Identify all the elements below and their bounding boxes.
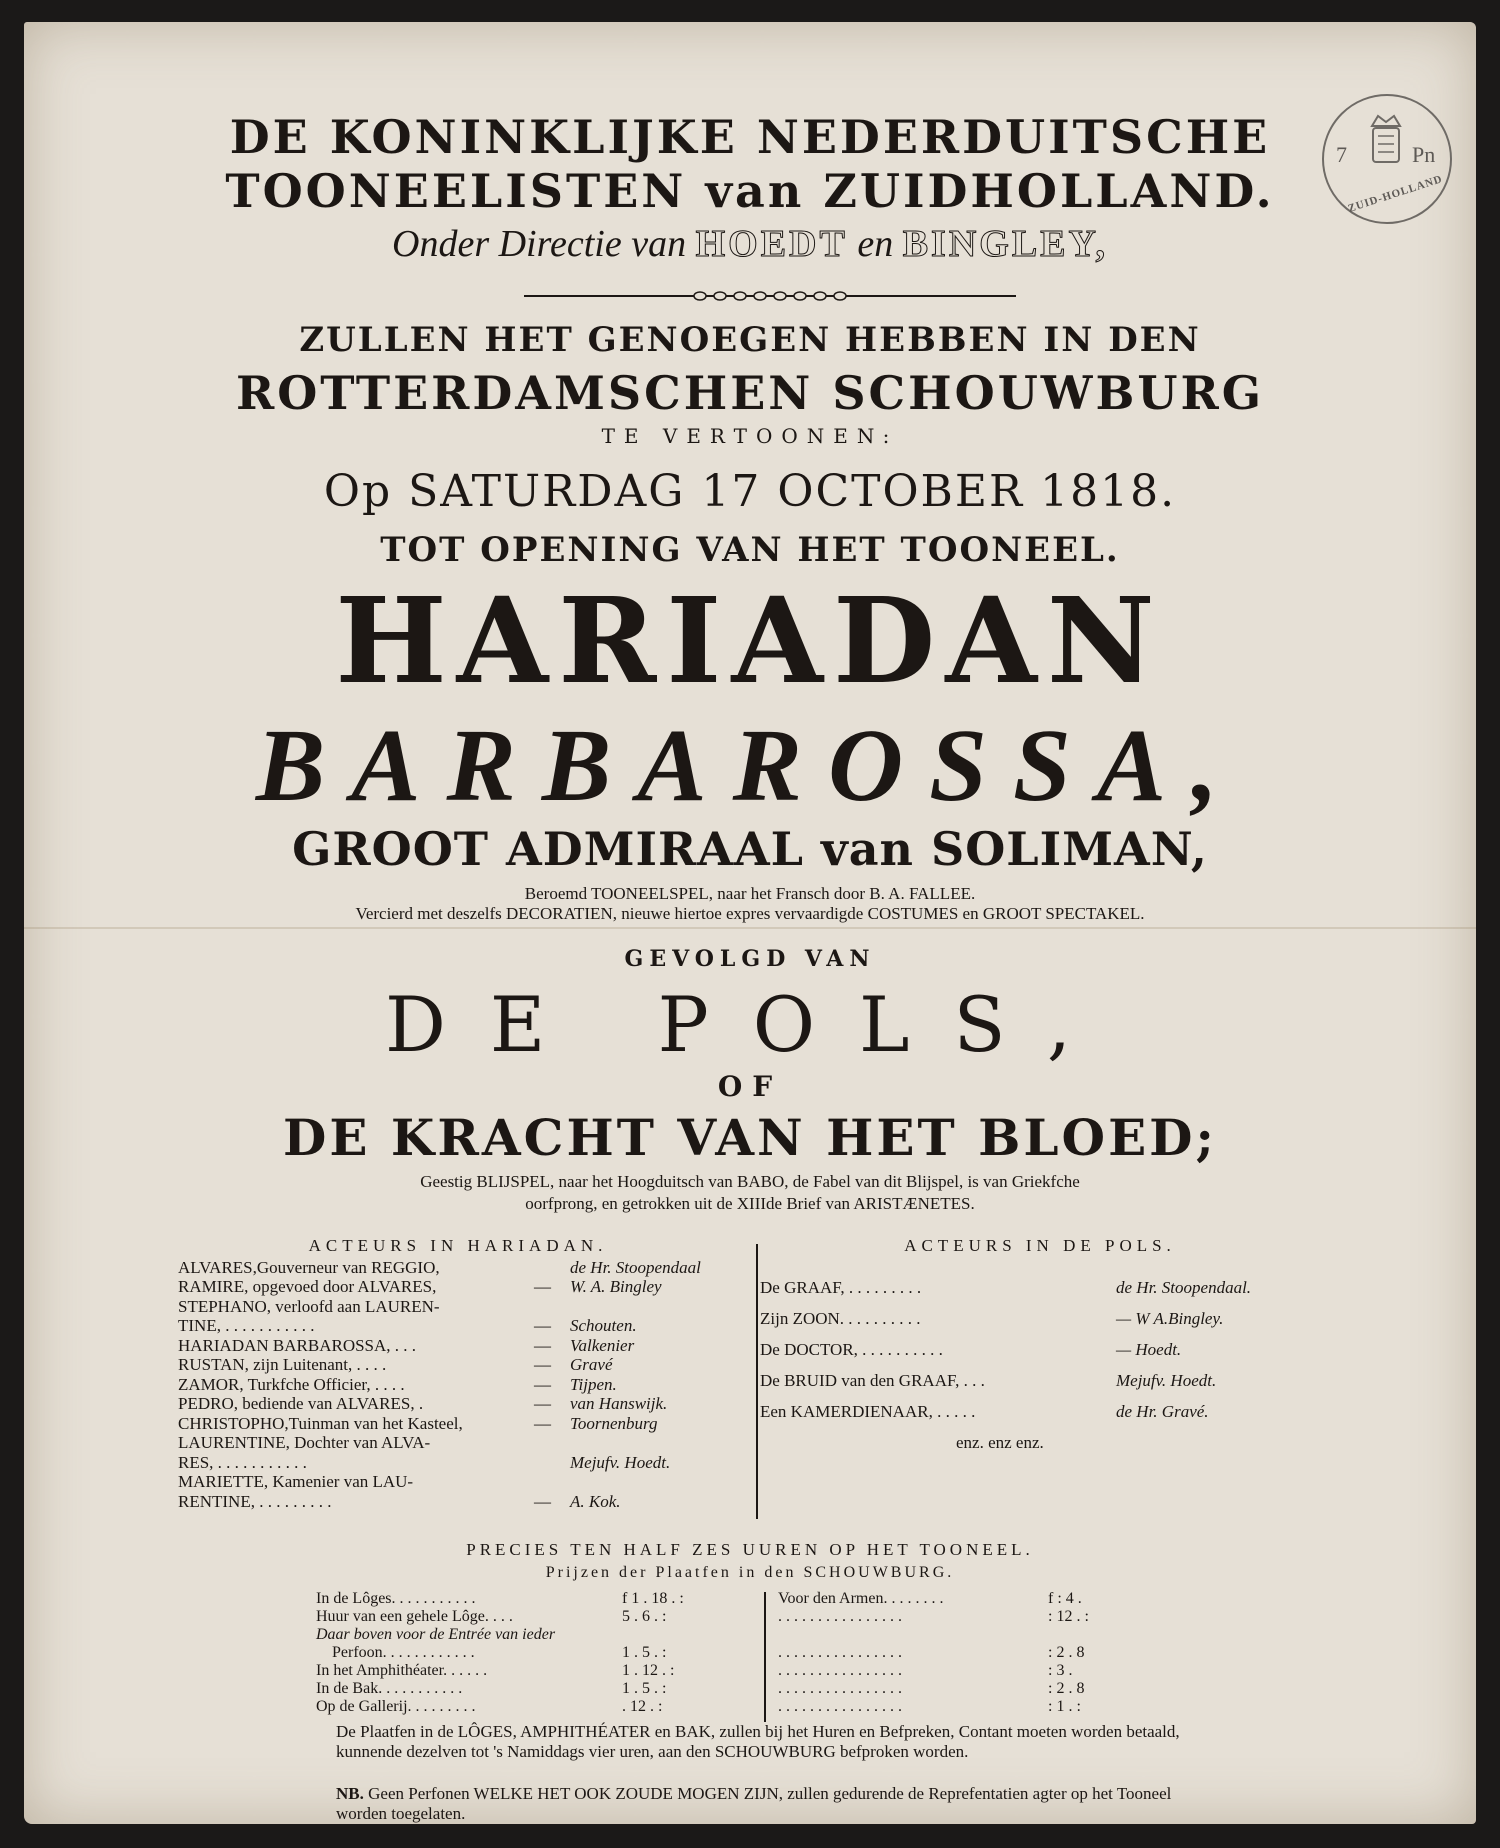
cast-row [178,1297,738,1317]
cast-header-hariadan: ACTEURS IN HARIADAN. [308,1236,608,1255]
cast-row [178,1394,738,1414]
cast-row [178,1492,738,1512]
paper-fold-line [24,927,1476,929]
footer-nb: NB. [336,1784,364,1803]
price-label: . . . . . . . . . . . . . . . . [778,1644,902,1661]
price-row [316,1644,746,1662]
cast-row [178,1453,738,1473]
actor-name: de Hr. Stoopendaal. [1116,1277,1252,1297]
price-value: : 1 . : [1048,1698,1081,1715]
role-dash: — [534,1491,551,1511]
price-row [316,1626,746,1644]
play2-title-1: DE POLS, [385,980,1115,1069]
role-name: RES, . . . . . . . . . . . [178,1452,307,1472]
role-name: CHRISTOPHO,Tuinman van het Kasteel, [178,1413,463,1433]
actor-name: Mejufv. Hoedt. [1116,1370,1217,1390]
role-dash: — [534,1335,551,1355]
play2-description-2: oorfprong, en getrokken uit de XIIIde Brief van ARISTÆNETES. [525,1194,975,1213]
cast-row [178,1258,738,1278]
stamp-suffix: Pn [1412,142,1436,167]
footer-note-2-text: Geen Perfonen WELKE HET OOK ZOUDE MOGEN ZIJN, zullen gedurende de Reprefentatien agter op het Tooneel worden toegelaten. [336,1784,1172,1823]
actor-name: van Hanswijk. [570,1394,668,1413]
role-dash: — [534,1413,551,1433]
header-line-1: DE KONINKLIJKE NEDERDUITSCHE [229,110,1271,164]
price-value: 5 . 6 . : [622,1608,667,1625]
cast-row [178,1433,738,1453]
price-list-left [316,1590,746,1716]
price-label: Op de Gallerij. . . . . . . . . [316,1698,476,1715]
actor-name: A. Kok. [570,1491,621,1511]
price-label: Daar boven voor de Entrée van ieder [316,1626,556,1643]
price-label: In de Bak. . . . . . . . . . . [316,1680,463,1697]
play1-title-1: HARIADAN [335,571,1165,710]
price-row [778,1590,1198,1608]
stamp-ring-text: ZUID-HOLLAND [1346,173,1445,215]
cast-row [178,1414,738,1434]
price-row [778,1698,1198,1716]
actor-name: Schouten. [570,1316,637,1335]
price-label: Voor den Armen. . . . . . . . [778,1590,944,1607]
cast-divider [756,1244,758,1519]
role-name: HARIADAN BARBAROSSA, . . . [178,1335,417,1355]
actor-name: Valkenier [570,1335,635,1355]
price-label: Huur van een gehele Lôge. . . . [316,1608,513,1625]
actor-name: W. A. Bingley [570,1277,662,1296]
role-dash: — [534,1394,551,1413]
price-label: . . . . . . . . . . . . . . . . [778,1680,902,1697]
directie-and: en [857,223,894,265]
role-name: RAMIRE, opgevoed door ALVARES, [178,1277,437,1296]
price-row [316,1608,746,1626]
price-value: : 12 . : [1048,1608,1089,1625]
price-row [316,1680,746,1698]
price-label: . . . . . . . . . . . . . . . . [778,1698,902,1715]
role-name: RUSTAN, zijn Luitenant, . . . . [178,1355,387,1374]
schedule-line-1: PRECIES TEN HALF ZES UUREN OP HET TOONEEL. [466,1540,1034,1559]
price-value: 1 . 5 . : [622,1680,667,1697]
role-name: Zijn ZOON. . . . . . . . . . [760,1308,921,1328]
price-label: . . . . . . . . . . . . . . . . [778,1608,902,1625]
price-value: : 2 . 8 [1048,1680,1085,1697]
cast-row [760,1402,1320,1433]
directie-prefix: Onder Directie van [392,223,687,265]
role-name: ALVARES,Gouverneur van REGGIO, [178,1257,440,1277]
cast-row [178,1472,738,1492]
followed-by: GEVOLGD VAN [624,946,876,972]
role-name: ZAMOR, Turkfche Officier, . . . . [178,1374,405,1394]
footer-note-1: De Plaatfen in de LÔGES, AMPHITHÉATER en BAK, zullen bij het Huren en Befpreken, Contant moeten worden betaald, kunnende dezelven tot 's Namiddags vier uren, aan den SCHOUWBURG befproken worden. [336,1722,1180,1761]
cast-row [760,1340,1320,1371]
role-dash: — [534,1316,551,1335]
price-row [316,1662,746,1680]
cast-row [178,1375,738,1395]
opening-line: TOT OPENING VAN HET TOONEEL. [380,530,1120,570]
price-value: 1 . 5 . : [622,1644,667,1661]
price-value: : 3 . [1048,1662,1073,1679]
ornament-divider [524,289,1016,303]
play1-title-2: BARBAROSSA, [255,708,1245,823]
cast-row [760,1309,1320,1340]
role-name: PEDRO, bediende van ALVARES, . [178,1394,424,1413]
price-value: : 2 . 8 [1048,1644,1085,1661]
price-row [778,1644,1198,1662]
cast-row [178,1336,738,1356]
footer-note-2 [336,1784,1196,1824]
play1-description-2: Vercierd met deszelfs DECORATIEN, nieuwe hiertoe expres vervaardigde COSTUMES en GROOT SPECTAKEL. [355,904,1145,923]
stamp-number: 7 [1336,142,1347,167]
intro-line-3: TE VERTOONEN: [601,424,899,448]
price-label: Perfoon. . . . . . . . . . . . [332,1644,475,1661]
actor-name: Gravé [570,1355,613,1374]
actor-name: — W A.Bingley. [1116,1308,1224,1328]
header-line-2: TOONEELISTEN van ZUIDHOLLAND. [225,164,1275,218]
play1-description-1: Beroemd TOONEELSPEL, naar het Fransch door B. A. FALLEE. [524,884,976,903]
role-name: De GRAAF, . . . . . . . . . [760,1277,922,1297]
price-value: . 12 . : [622,1698,663,1715]
performance-date: Op SATURDAG 17 OCTOBER 1818. [323,466,1177,517]
cast-list-pols [760,1236,1320,1452]
actor-name: Mejufv. Hoedt. [570,1452,671,1472]
cast-row [178,1355,738,1375]
cast-header-pols: ACTEURS IN DE POLS. [904,1236,1176,1255]
play2-title-2: DE KRACHT VAN HET BLOED; [282,1108,1217,1167]
role-name: Een KAMERDIENAAR, . . . . . [760,1401,976,1421]
price-row [778,1608,1198,1626]
price-value: 1 . 12 . : [622,1662,675,1679]
price-row [778,1662,1198,1680]
price-list-right [778,1590,1198,1716]
play2-description-1: Geestig BLIJSPEL, naar het Hoogduitsch van BABO, de Fabel van dit Blijspel, is van Griekfche [420,1172,1080,1191]
price-label: In het Amphithéater. . . . . . [316,1662,488,1679]
actor-name: — Hoedt. [1116,1339,1182,1359]
role-name: RENTINE, . . . . . . . . . [178,1491,332,1511]
directie-name-2: BINGLEY, [902,223,1108,265]
role-name: De BRUID van den GRAAF, . . . [760,1370,985,1390]
role-name: TINE, . . . . . . . . . . . [178,1316,315,1335]
actor-name: de Hr. Stoopendaal [570,1257,701,1277]
intro-line-2: ROTTERDAMSCHEN SCHOUWBURG [236,366,1264,420]
price-row [778,1626,1198,1644]
role-dash: — [534,1374,551,1394]
price-row [778,1680,1198,1698]
price-row [316,1698,746,1716]
intro-line-1: ZULLEN HET GENOEGEN HEBBEN IN DEN [299,320,1201,360]
role-name: De DOCTOR, . . . . . . . . . . [760,1339,943,1359]
price-divider [764,1592,766,1722]
directie-line [24,222,1476,266]
cast-row [178,1277,738,1297]
actor-name: de Hr. Gravé. [1116,1401,1209,1421]
price-label: . . . . . . . . . . . . . . . . [778,1662,902,1679]
play2-of: OF [717,1070,783,1103]
role-name: STEPHANO, verloofd aan LAUREN- [178,1296,440,1316]
directie-name-1: HOEDT [695,223,848,265]
role-name: LAURENTINE, Dochter van ALVA- [178,1433,431,1452]
actor-name: Tijpen. [570,1374,617,1394]
schedule-line-2: Prijzen der Plaatfen in den SCHOUWBURG. [545,1564,955,1581]
price-row [316,1590,746,1608]
cast-row [178,1316,738,1336]
price-value: f 1 . 18 . : [622,1590,684,1607]
cast-row [760,1278,1320,1309]
cast-etc: enz. enz enz. [956,1432,1044,1452]
role-dash: — [534,1277,551,1296]
cast-list-hariadan [178,1236,738,1511]
actor-name: Toornenburg [570,1413,658,1433]
price-label: In de Lôges. . . . . . . . . . . [316,1590,476,1607]
price-value: f : 4 . [1048,1590,1082,1607]
playbill-sheet [24,22,1476,1824]
cast-row [760,1371,1320,1402]
role-dash: — [534,1355,551,1374]
play1-subtitle: GROOT ADMIRAAL van SOLIMAN, [292,822,1208,876]
role-name: MARIETTE, Kamenier van LAU- [178,1472,414,1491]
